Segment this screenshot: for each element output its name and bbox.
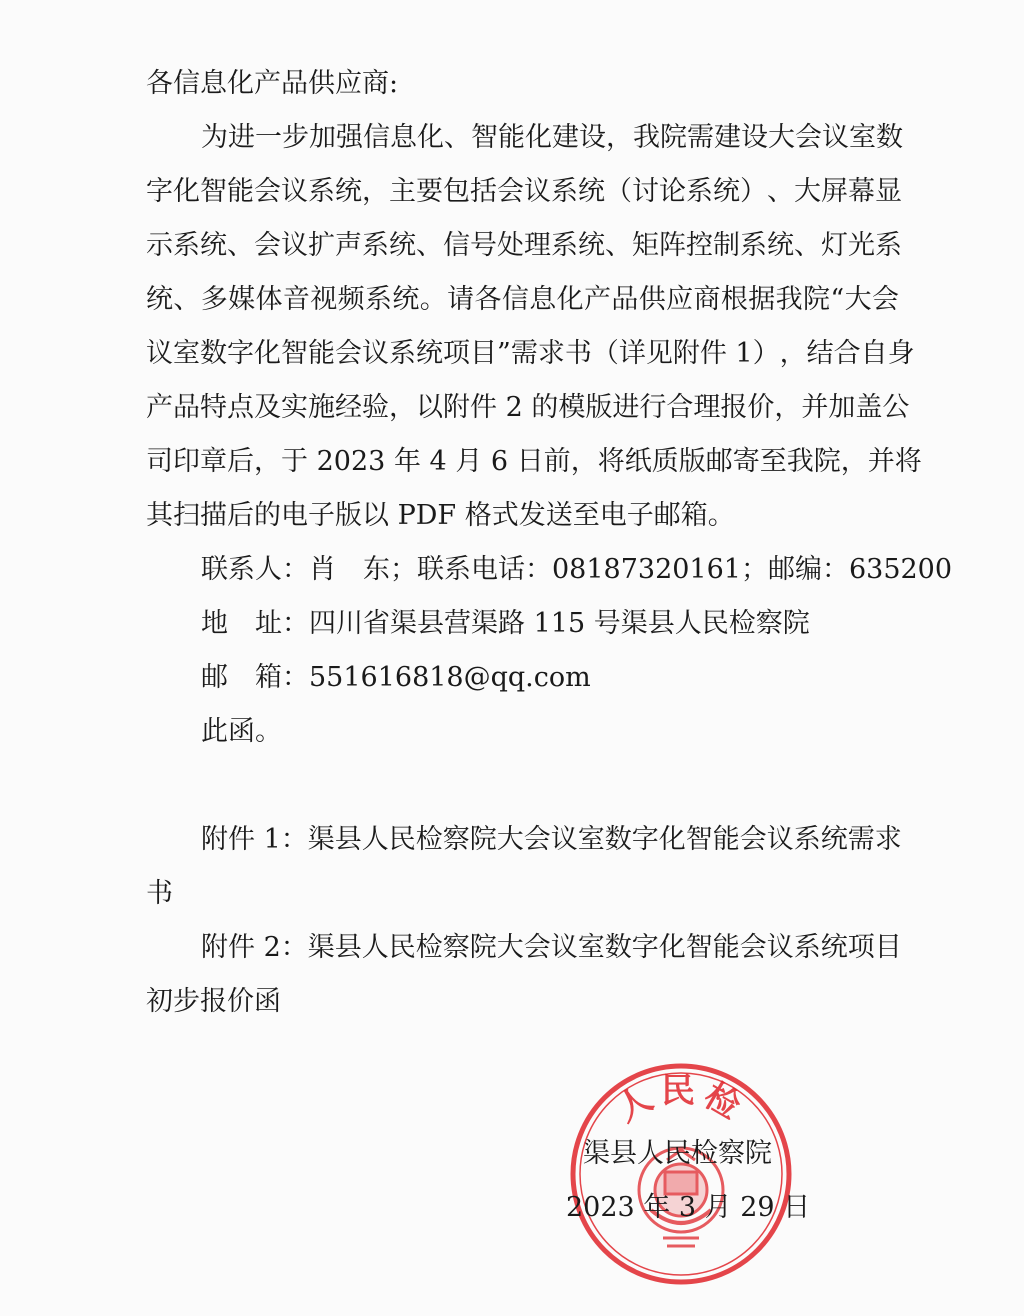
attachment-2-line-1: 附件 2：渠县人民检察院大会议室数字化智能会议系统项目: [201, 932, 902, 963]
email-line: 邮 箱：551616818@qq.com: [201, 662, 591, 693]
address-line: 地 址：四川省渠县营渠路 115 号渠县人民检察院: [201, 608, 810, 639]
body-line-6: 产 品 特 点 及 实 施 经 验 ， 以 附 件 2 的 模 版 进 行 合 理 报 价 ， 并 加 盖 公: [146, 392, 910, 423]
body-line-7: 司 印 章 后 ， 于 2 0 2 3 年 4 月 6 日 前 ， 将 纸 质 版 邮 寄 至 我 院 ， 并 将: [146, 446, 922, 477]
seal-arc-text: 人民检: [609, 1071, 753, 1131]
salutation: 各信息化产品供应商:: [146, 68, 399, 99]
attachment-1-line-2: 书: [146, 878, 173, 909]
body-line-1: 为 进 一 步 加 强 信 息 化 、 智 能 化 建 设 ， 我 院 需 建 设 大 会 议 室 数: [201, 122, 903, 153]
attachment-2-line-2: 初步报价函: [146, 986, 281, 1017]
official-seal: [567, 1060, 795, 1288]
attachment-1-line-1: 附件 1：渠县人民检察院大会议室数字化智能会议系统需求: [201, 824, 902, 855]
signature-date: 2023 年 3 月 29 日: [566, 1192, 811, 1223]
closing-line: 此函。: [201, 716, 282, 747]
body-line-4: 统 、 多 媒 体 音 视 频 系 统 。 请 各 信 息 化 产 品 供 应 商 根 据 我 院 “ 大 会: [146, 284, 899, 315]
body-line-8: 其扫描后的电子版以 PDF 格式发送至电子邮箱。: [146, 500, 735, 531]
signature-org: 渠县人民检察院: [583, 1138, 772, 1169]
contact-line: 联系人：肖 东；联系电话：08187320161；邮编：635200: [201, 554, 953, 585]
body-line-3: 示 系 统 、 会 议 扩 声 系 统 、 信 号 处 理 系 统 、 矩 阵 控 制 系 统 、 灯 光 系: [146, 230, 902, 261]
body-line-5: 议 室 数 字 化 智 能 会 议 系 统 项 目 ” 需 求 书 （ 详 见 附 件 1 ） ， 结 合 自 身: [146, 338, 915, 369]
body-line-2: 字 化 智 能 会 议 系 统 ， 主 要 包 括 会 议 系 统 （ 讨 论 系 统 ） 、 大 屏 幕 显: [146, 176, 902, 207]
